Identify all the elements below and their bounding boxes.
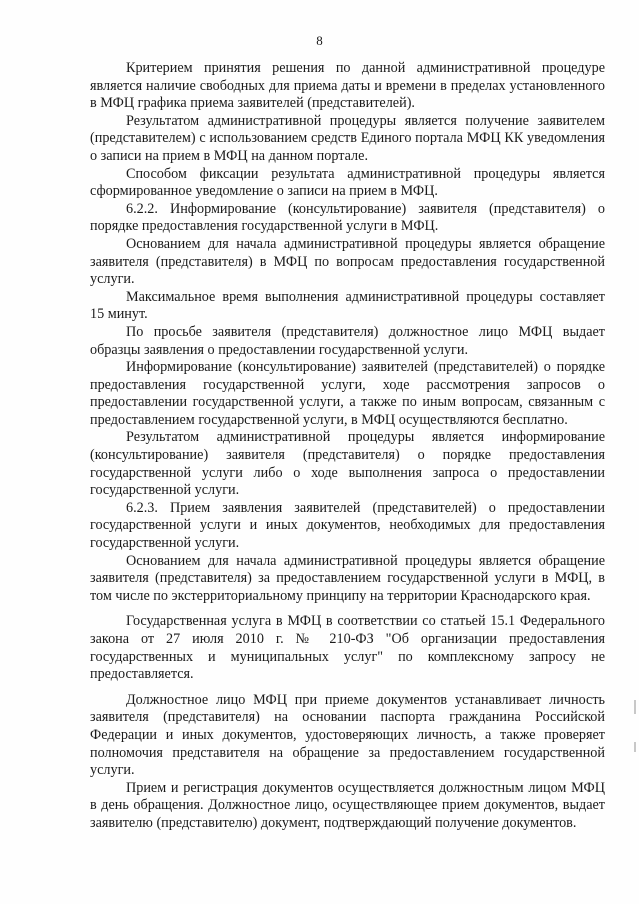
paragraph-8: Информирование (консультирование) заявителей (представителей) о порядке предоставления государственной услуги, ходе рассмотрения запросов о предоставлении государственной услуги, а также по иным вопросам, связанным с предоставлением государственной услуги, в МФЦ осуществляются бесплатно. (90, 359, 605, 428)
paragraph-14: Прием и регистрация документов осуществляется должностным лицом МФЦ в день обращения. Должностное лицо, осуществляющее прием документов, выдает заявителю (представителю) документ, подтверждающий получение документов. (90, 779, 605, 831)
paragraph-4: 6.2.2. Информирование (консультирование) заявителя (представителя) о порядке предоставления государственной услуги в МФЦ. (90, 200, 605, 235)
paragraph-9: Результатом административной процедуры является информирование (консультирование) заявителя (представителя) о порядке предоставления государственной услуги либо о ходе выполнения запроса о предоставлении государственной услуги. (90, 429, 605, 499)
scan-edge-mark (634, 742, 636, 752)
paragraph-13: Должностное лицо МФЦ при приеме документов устанавливает личность заявителя (представителя) на основании паспорта гражданина Российской Федерации и иных документов, удостоверяющих личность, а также проверяет полномочия представителя на обращение за предоставлением государственной услуги. (90, 691, 605, 779)
paragraph-12: Государственная услуга в МФЦ в соответствии со статьей 15.1 Федерального закона от 27 июля 2010 г. № 210-ФЗ "Об организации предоставления государственных и муниципальных услуг" по комплексному запросу не предоставляется. (90, 613, 605, 683)
paragraph-2: Результатом административной процедуры является получение заявителем (представителем) с использованием средств Единого портала МФЦ КК уведомления о записи на прием в МФЦ на данном портале. (90, 112, 605, 164)
paragraph-6: Максимальное время выполнения административной процедуры составляет 15 минут. (90, 288, 605, 323)
page-number: 8 (316, 33, 323, 48)
paragraph-7: По просьбе заявителя (представителя) должностное лицо МФЦ выдает образцы заявления о предоставлении государственной услуги. (90, 323, 605, 358)
scan-edge-mark (634, 700, 636, 714)
paragraph-5: Основанием для начала административной процедуры является обращение заявителя (представителя) в МФЦ по вопросам предоставления государственной услуги. (90, 235, 605, 288)
paragraph-11: Основанием для начала административной процедуры является обращение заявителя (представителя) за предоставлением государственной услуги в МФЦ, в том числе по экстерриториальному принципу на территории Краснодарского края. (90, 552, 605, 604)
paragraph-10: 6.2.3. Прием заявления заявителей (представителей) о предоставлении государственной услуги и иных документов, необходимых для предоставления государственной услуги. (90, 499, 605, 552)
document-body (90, 60, 605, 833)
paragraph-3: Способом фиксации результата административной процедуры является сформированное уведомление о записи на прием в МФЦ. (90, 165, 605, 200)
paragraph-1: Критерием принятия решения по данной административной процедуре является наличие свободных для приема даты и времени в пределах установленного в МФЦ графика приема заявителей (представителей). (90, 60, 605, 112)
